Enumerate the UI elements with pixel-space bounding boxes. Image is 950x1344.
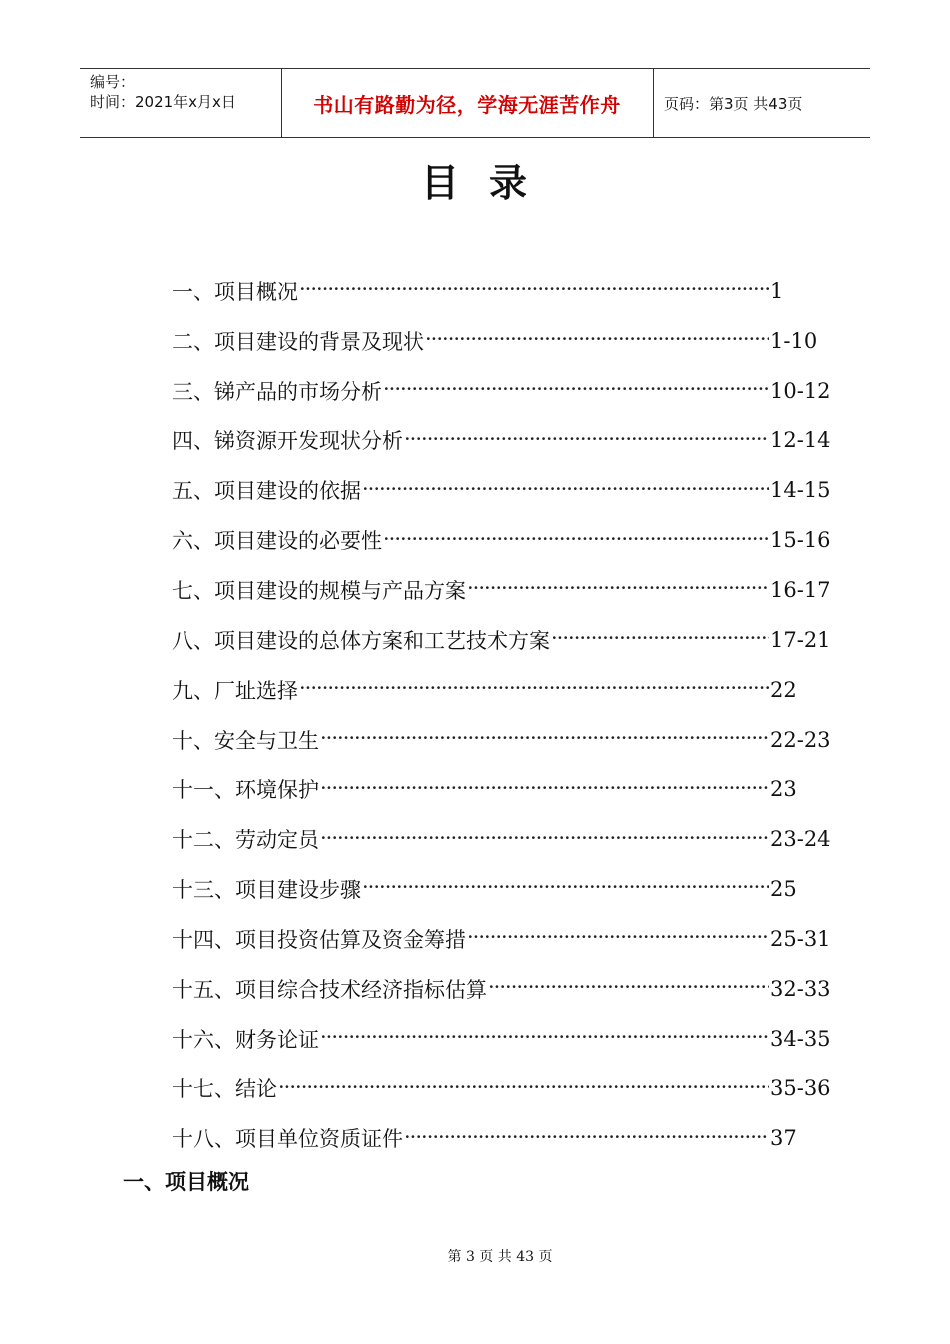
- toc-entry[interactable]: [172, 515, 832, 565]
- toc-entry[interactable]: [172, 864, 832, 914]
- toc-leader-dots: [299, 278, 769, 303]
- toc-entry-page: 23-24: [770, 827, 831, 852]
- toc-leader-dots: [404, 1126, 769, 1151]
- page-title: [0, 152, 950, 207]
- toc-entry-page: 37: [770, 1126, 797, 1151]
- page-footer: [0, 1246, 950, 1266]
- toc-entry-page: 35-36: [770, 1076, 831, 1101]
- page-title-char: 录: [489, 161, 530, 205]
- document-time-label: 时间：2021年x月x日: [90, 93, 236, 111]
- toc-entry[interactable]: [172, 964, 832, 1014]
- header-motto-cell: [281, 69, 654, 137]
- toc-leader-dots: [467, 577, 769, 602]
- toc-entry-page: 23: [770, 777, 797, 802]
- toc-entry-label: 二、项目建设的背景及现状: [172, 329, 424, 354]
- toc-leader-dots: [320, 827, 769, 852]
- page-header: [80, 68, 870, 138]
- toc-leader-dots: [488, 976, 769, 1001]
- toc-entry-page: 25-31: [770, 926, 831, 951]
- toc-leader-dots: [404, 428, 769, 453]
- toc-entry[interactable]: [172, 266, 832, 316]
- toc-entry-label: 五、项目建设的依据: [172, 479, 361, 504]
- section-heading: 一、项目概况: [123, 1170, 249, 1194]
- document-number-label: 编号：: [90, 73, 136, 91]
- toc-entry-label: 十七、结论: [172, 1077, 277, 1102]
- header-page-info: 页码：第3页 共43页: [664, 94, 803, 113]
- toc-entry[interactable]: [172, 1113, 832, 1163]
- toc-entry-page: 25: [770, 877, 797, 902]
- toc-entry-label: 十二、劳动定员: [172, 828, 319, 853]
- toc-entry-label: 十八、项目单位资质证件: [172, 1127, 403, 1152]
- toc-entry[interactable]: [172, 615, 832, 665]
- toc-entry[interactable]: [172, 465, 832, 515]
- toc-entry-page: 16-17: [770, 577, 831, 602]
- toc-entry[interactable]: [172, 814, 832, 864]
- toc-entry[interactable]: [172, 1064, 832, 1114]
- toc-leader-dots: [362, 876, 769, 901]
- toc-entry[interactable]: [172, 316, 832, 366]
- toc-leader-dots: [383, 528, 769, 553]
- toc-entry-label: 八、项目建设的总体方案和工艺技术方案: [172, 628, 550, 653]
- toc-entry-label: 四、锑资源开发现状分析: [172, 429, 403, 454]
- toc-leader-dots: [278, 1076, 769, 1101]
- toc-entry-label: 六、项目建设的必要性: [172, 529, 382, 554]
- toc-entry[interactable]: [172, 914, 832, 964]
- toc-entry[interactable]: [172, 1014, 832, 1064]
- toc-leader-dots: [320, 727, 769, 752]
- toc-entry-page: 17-21: [770, 627, 831, 652]
- toc-leader-dots: [425, 328, 769, 353]
- toc-entry[interactable]: [172, 764, 832, 814]
- toc-entry[interactable]: [172, 366, 832, 416]
- toc-entry-page: 14-15: [770, 478, 831, 503]
- table-of-contents: [172, 266, 832, 1163]
- toc-entry-label: 十五、项目综合技术经济指标估算: [172, 977, 487, 1002]
- toc-entry-page: 1: [770, 278, 784, 303]
- toc-entry[interactable]: [172, 715, 832, 765]
- toc-entry[interactable]: [172, 665, 832, 715]
- toc-leader-dots: [320, 1026, 769, 1051]
- page-title-char: 目: [420, 161, 461, 205]
- toc-entry-label: 十三、项目建设步骤: [172, 878, 361, 903]
- toc-leader-dots: [299, 677, 769, 702]
- toc-entry-label: 十四、项目投资估算及资金筹措: [172, 927, 466, 952]
- toc-entry-label: 三、锑产品的市场分析: [172, 379, 382, 404]
- toc-leader-dots: [383, 378, 769, 403]
- toc-entry-page: 22: [770, 677, 797, 702]
- header-page-cell: [654, 69, 870, 137]
- toc-leader-dots: [467, 926, 769, 951]
- footer-page-number: 第 3 页 共 43 页: [447, 1249, 553, 1265]
- toc-entry-label: 七、项目建设的规模与产品方案: [172, 578, 466, 603]
- toc-entry[interactable]: [172, 565, 832, 615]
- toc-entry-page: 32-33: [770, 976, 831, 1001]
- toc-entry-page: 34-35: [770, 1026, 831, 1051]
- toc-entry-page: 10-12: [770, 378, 831, 403]
- toc-entry-page: 15-16: [770, 528, 831, 553]
- toc-entry-label: 九、厂址选择: [172, 678, 298, 703]
- toc-entry-page: 12-14: [770, 428, 831, 453]
- toc-entry-label: 一、项目概况: [172, 279, 298, 304]
- toc-entry[interactable]: [172, 416, 832, 466]
- toc-entry-page: 1-10: [770, 328, 818, 353]
- header-meta-cell: [80, 69, 282, 137]
- toc-entry-page: 22-23: [770, 727, 831, 752]
- toc-leader-dots: [551, 627, 769, 652]
- toc-entry-label: 十、安全与卫生: [172, 728, 319, 753]
- toc-leader-dots: [362, 478, 769, 503]
- toc-entry-label: 十六、财务论证: [172, 1027, 319, 1052]
- toc-leader-dots: [320, 777, 769, 802]
- header-motto: 书山有路勤为径，学海无涯苦作舟: [313, 92, 621, 117]
- toc-entry-label: 十一、环境保护: [172, 778, 319, 803]
